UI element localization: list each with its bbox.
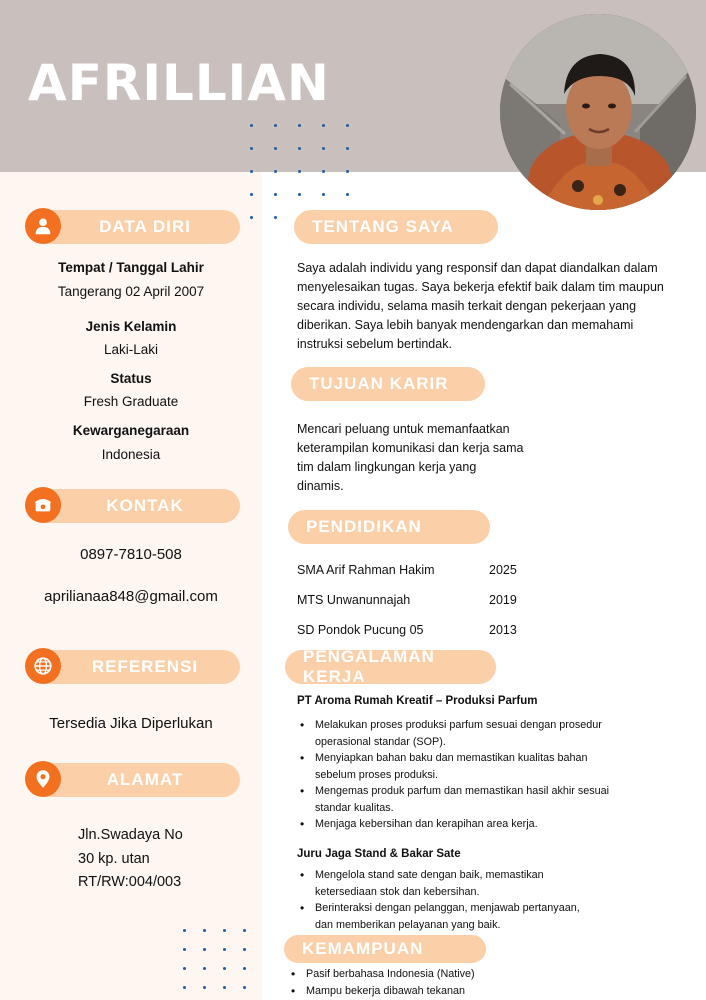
decorative-dot (274, 147, 277, 150)
address-block (78, 824, 183, 895)
about-line: menyelesaikan tugas. Saya bekerja efektif baik dalam tim maupun (297, 280, 664, 294)
duty-item: • Berinteraksi dengan pelanggan, menjawab pertanyaan, dan memberikan pelayanan yang baik. (297, 900, 627, 933)
decorative-dot (223, 948, 226, 951)
decorative-dot (274, 193, 277, 196)
phone-icon (25, 487, 61, 523)
decorative-dot (183, 948, 186, 951)
school-name: MTS Unwanunnajah (297, 593, 411, 607)
education-row (297, 563, 537, 577)
decorative-dot (250, 147, 253, 150)
decorative-dot (203, 948, 206, 951)
section-header-pendidikan: PENDIDIKAN (288, 510, 490, 544)
candidate-name: AFRILLIAN (28, 54, 330, 112)
address-line: 30 kp. utan (78, 850, 150, 867)
education-row (297, 593, 537, 607)
person-icon (25, 208, 61, 244)
decorative-dot (250, 193, 253, 196)
duty-item: • Menyiapkan bahan baku dan memastikan kualitas bahan sebelum proses produksi. (297, 750, 627, 783)
career-goal-paragraph (297, 420, 557, 496)
decorative-dot (223, 986, 226, 989)
decorative-dot (346, 124, 349, 127)
job-duties-list (297, 717, 627, 833)
location-pin-icon (25, 761, 61, 797)
goal-line: Mencari peluang untuk memanfaatkan (297, 422, 510, 436)
decorative-dot (250, 124, 253, 127)
gender-value: Laki-Laki (103, 342, 159, 357)
decorative-dot (346, 170, 349, 173)
section-header-alamat: ALAMAT (30, 763, 240, 797)
decorative-dot (322, 193, 325, 196)
section-header-referensi: REFERENSI (30, 650, 240, 684)
decorative-dot (274, 124, 277, 127)
decorative-dot (346, 147, 349, 150)
duty-item: • Menjaga kebersihan dan kerapihan area kerja. (297, 816, 627, 833)
decorative-dot (203, 967, 206, 970)
status-label: Status (110, 371, 152, 386)
decorative-dot (243, 929, 246, 932)
decorative-dot (183, 967, 186, 970)
duty-item: • Melakukan proses produksi parfum sesuai dengan prosedur operasional standar (SOP). (297, 717, 627, 750)
school-name: SMA Arif Rahman Hakim (297, 563, 435, 577)
about-line: instruksi sebelum bertindak. (297, 337, 452, 351)
section-header-kemampuan: KEMAMPUAN (284, 935, 486, 963)
about-line: diberikan. Saya lebih banyak mendengarkan dan memahami (297, 318, 634, 332)
decorative-dot (298, 147, 301, 150)
decorative-dot (223, 967, 226, 970)
profile-photo (500, 14, 696, 210)
decorative-dot (250, 216, 253, 219)
address-line: Jln.Swadaya No (78, 827, 183, 843)
decorative-dot (274, 216, 277, 219)
decorative-dot (274, 170, 277, 173)
birth-value: Tangerang 02 April 2007 (57, 284, 205, 299)
section-header-data-diri: DATA DIRI (30, 210, 240, 244)
decorative-dot (322, 170, 325, 173)
job-title: Juru Jaga Stand & Bakar Sate (297, 848, 461, 860)
decorative-dot (183, 929, 186, 932)
skill-item: • Pasif berbahasa Indonesia (Native) (288, 966, 618, 983)
decorative-dot (183, 986, 186, 989)
duty-item: • Mengemas produk parfum dan memastikan hasil akhir sesuai standar kualitas. (297, 783, 627, 816)
goal-line: keterampilan komunikasi dan kerja sama (297, 441, 524, 455)
school-year: 2019 (489, 593, 517, 607)
decorative-dot (203, 929, 206, 932)
decorative-dot (243, 948, 246, 951)
globe-icon (25, 648, 61, 684)
decorative-dot (298, 193, 301, 196)
section-header-pengalaman-kerja: PENGALAMAN KERJA (285, 650, 496, 684)
goal-line: tim dalam lingkungan kerja yang (297, 460, 477, 474)
duty-item: • Mengelola stand sate dengan baik, memastikan ketersediaan stok dan kebersihan. (297, 867, 627, 900)
phone-number[interactable]: 0897-7810-508 (80, 546, 182, 563)
goal-line: dinamis. (297, 479, 344, 493)
skills-list (288, 966, 618, 999)
decorative-dot (243, 986, 246, 989)
decorative-dot (243, 967, 246, 970)
decorative-dot (298, 170, 301, 173)
decorative-dot (322, 124, 325, 127)
decorative-dot (322, 147, 325, 150)
school-year: 2013 (489, 623, 517, 637)
about-line: secara individu, selama masih terkait dengan pekerjaan yang (297, 299, 637, 313)
school-year: 2025 (489, 563, 517, 577)
education-row (297, 623, 537, 637)
decorative-dot (346, 193, 349, 196)
about-line: Saya adalah individu yang responsif dan dapat diandalkan dalam (297, 261, 658, 275)
birth-label: Tempat / Tanggal Lahir (58, 260, 204, 275)
section-header-tujuan-karir: TUJUAN KARIR (291, 367, 485, 401)
section-header-tentang-saya: TENTANG SAYA (294, 210, 498, 244)
decorative-dot (250, 170, 253, 173)
about-paragraph (297, 259, 677, 354)
job-duties-list (297, 867, 627, 933)
decorative-dot (223, 929, 226, 932)
status-value: Fresh Graduate (83, 394, 179, 409)
gender-label: Jenis Kelamin (85, 319, 177, 334)
skill-item: • Mampu bekerja dibawah tekanan (288, 983, 618, 1000)
decorative-dot (203, 986, 206, 989)
job-title: PT Aroma Rumah Kreatif – Produksi Parfum (297, 695, 538, 707)
nationality-label: Kewarganegaraan (72, 423, 190, 438)
section-header-kontak: KONTAK (30, 489, 240, 523)
referensi-text: Tersedia Jika Diperlukan (49, 715, 213, 732)
email-address[interactable]: aprilianaa848@gmail.com (44, 588, 218, 605)
decorative-dot (298, 124, 301, 127)
nationality-value: Indonesia (101, 447, 161, 462)
address-line: RT/RW:004/003 (78, 874, 182, 890)
school-name: SD Pondok Pucung 05 (297, 623, 424, 637)
